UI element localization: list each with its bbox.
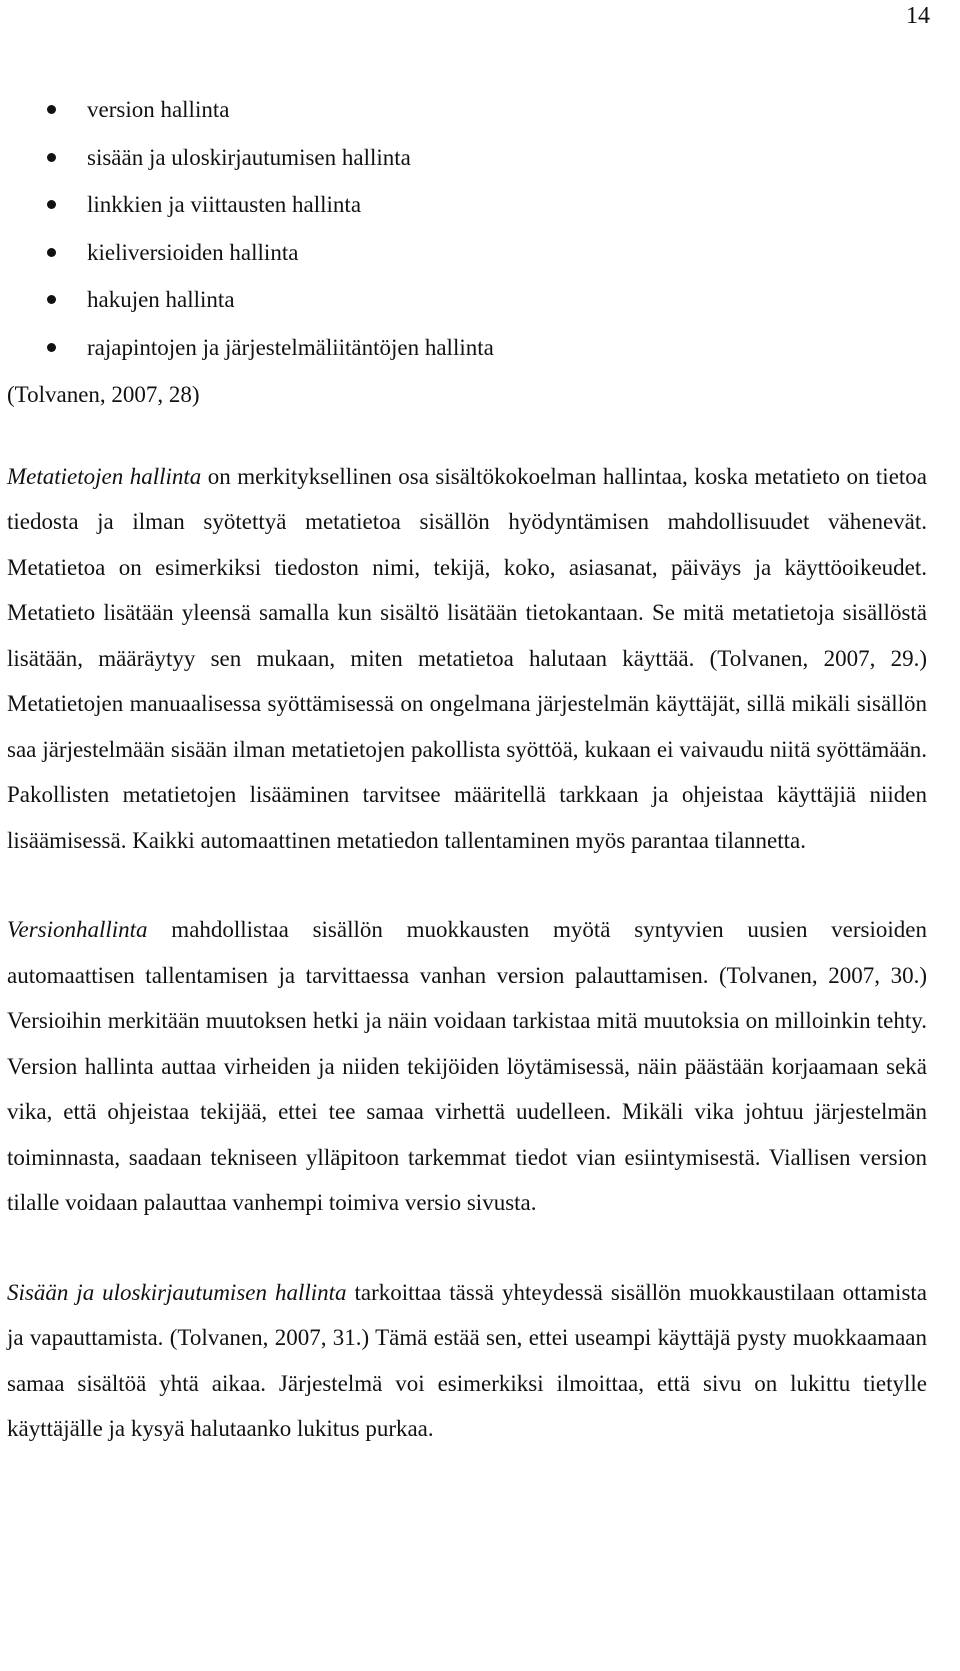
bullet-icon [47, 248, 56, 257]
list-item [7, 324, 927, 372]
paragraph-term: Metatietojen hallinta [7, 463, 202, 489]
list-item [7, 86, 927, 134]
bullet-icon [47, 295, 56, 304]
list-item-text: hakujen hallinta [87, 287, 235, 312]
list-item-text: rajapintojen ja järjestelmäliitäntöjen hallinta [87, 334, 494, 360]
list-citation: (Tolvanen, 2007, 28) [7, 382, 200, 407]
bullet-icon [47, 105, 56, 114]
list-item [7, 276, 927, 324]
paragraph-text: tarkoittaa tässä yhteydessä sisällön muokkaustilaan ottamista ja vapauttamista. (Tolvanen, 2007, 31.) Tämä estää sen, ettei useampi käyttäjä pysty muokkaamaan samaa sisältöä yhtä aikaa. Järjestelmä voi esimerkiksi ilmoittaa, että sivu on lukittu tietylle käyttäjälle ja kysyä halutaanko lukitus purkaa. [7, 1279, 927, 1441]
list-item [7, 229, 927, 277]
list-item-text: version hallinta [87, 97, 230, 122]
bullet-icon [47, 200, 56, 209]
paragraph-text: on merkityksellinen osa sisältökokoelman hallintaa, koska metatieto on tietoa tiedosta ja ilman syötettyä metatietoa sisällön hyödyntämisen mahdollisuudet vähenevät. Metatietoa on esimerkiksi tiedoston nimi, tekijä, koko, asiasanat, päiväys ja käyttöoikeudet. Metatieto lisätään yleensä samalla kun sisältö lisätään tietokantaan. Se mitä metatietoja sisällöstä lisätään, määräytyy sen mukaan, miten metatietoa halutaan käyttää. (Tolvanen, 2007, 29.) Metatietojen manuaalisessa syöttämisessä on ongelmana järjestelmän käyttäjät, sillä mikäli sisällön saa järjestelmään sisään ilman metatietojen pakollista syöttöä, kukaan ei vaivaudu niitä syöttämään. Pakollisten metatietojen lisääminen tarvitsee määritellä tarkkaan ja ohjeistaa käyttäjiä niiden lisäämisessä. Kaikki automaattinen metatiedon tallentaminen myös parantaa tilannetta. [7, 463, 927, 853]
paragraph-term: Sisään ja uloskirjautumisen hallinta [7, 1279, 347, 1305]
paragraph-term: Versionhallinta [7, 917, 148, 942]
bullet-icon [47, 153, 56, 162]
bullet-list [7, 86, 927, 371]
paragraph-metadata-management [7, 454, 927, 864]
bullet-icon [47, 343, 56, 352]
paragraph-checkin-checkout [7, 1270, 927, 1452]
list-item [7, 181, 927, 229]
paragraph-version-control [7, 907, 927, 1226]
page-number: 14 [906, 3, 930, 29]
list-item-text: linkkien ja viittausten hallinta [87, 192, 362, 217]
paragraph-text: mahdollistaa sisällön muokkausten myötä syntyvien uusien versioiden automaattisen tallentamisen ja tarvittaessa vanhan version palauttamisen. (Tolvanen, 2007, 30.) Versioihin merkitään muutoksen hetki ja näin voidaan tarkistaa mitä muutoksia on milloinkin tehty. Version hallinta auttaa virheiden ja niiden tekijöiden löytämisessä, näin päästään korjaamaan sekä vika, että ohjeistaa tekijää, ettei tee samaa virhettä uudelleen. Mikäli vika johtuu järjestelmän toiminnasta, saadaan tekniseen ylläpitoon tarkemmat tiedot vian esiintymisestä. Viallisen version tilalle voidaan palauttaa vanhempi toimiva versio sivusta. [7, 917, 927, 1215]
list-item-text: kieliversioiden hallinta [87, 239, 299, 265]
list-item [7, 134, 927, 182]
list-item-text: sisään ja uloskirjautumisen hallinta [87, 144, 411, 170]
document-body [7, 86, 927, 1452]
